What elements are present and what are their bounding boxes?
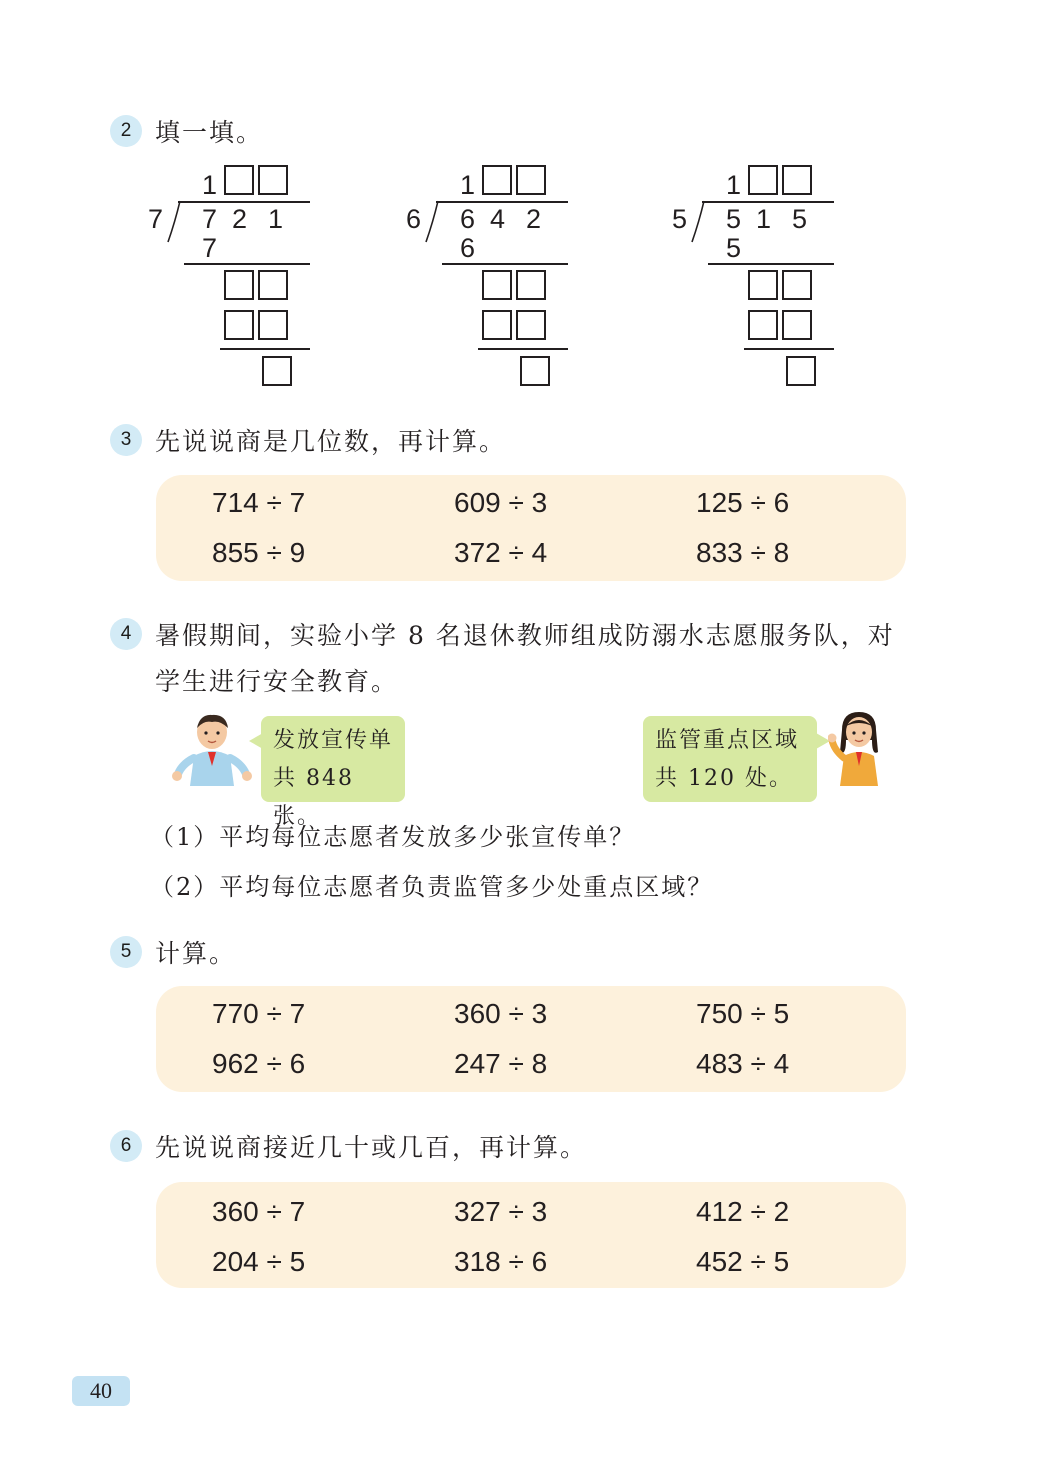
question-4-text-line2: 学生进行安全教育。 bbox=[155, 667, 399, 696]
answer-box[interactable] bbox=[258, 310, 288, 340]
sub-question-2: （2）平均每位志愿者负责监管多少处重点区域？ bbox=[150, 873, 714, 901]
subtraction-line bbox=[478, 348, 568, 350]
expression: 360 ÷ 3 bbox=[454, 998, 548, 1029]
expression-panel-q6 bbox=[156, 1182, 906, 1288]
bubble-left-tail-icon bbox=[249, 733, 263, 749]
question-number-6: 6 bbox=[110, 1130, 142, 1162]
product-digit: 5 bbox=[726, 233, 742, 263]
dividend-digit: 5 bbox=[726, 204, 742, 234]
expression: 372 ÷ 4 bbox=[454, 537, 548, 568]
expression: 318 ÷ 6 bbox=[454, 1246, 548, 1277]
dividend-digit: 6 bbox=[460, 204, 476, 234]
subtraction-line bbox=[442, 263, 568, 265]
question-number-3: 3 bbox=[110, 424, 142, 456]
expression-panel-q5 bbox=[156, 986, 906, 1092]
expression: 750 ÷ 5 bbox=[696, 998, 790, 1029]
answer-box[interactable] bbox=[520, 356, 550, 386]
product-digit: 6 bbox=[460, 233, 476, 263]
girl-illustration bbox=[828, 710, 890, 788]
expression: 714 ÷ 7 bbox=[212, 487, 306, 518]
boy-illustration bbox=[168, 712, 254, 788]
dividend-digit: 2 bbox=[526, 204, 542, 234]
answer-box[interactable] bbox=[782, 310, 812, 340]
dividend-digit: 7 bbox=[202, 204, 218, 234]
page-number: 40 bbox=[72, 1376, 130, 1406]
divisor: 6 bbox=[406, 204, 422, 234]
expression: 247 ÷ 8 bbox=[454, 1048, 548, 1079]
dividend-digit: 5 bbox=[792, 204, 808, 234]
dividend-digit: 1 bbox=[268, 204, 284, 234]
expression: 452 ÷ 5 bbox=[696, 1246, 790, 1277]
answer-box[interactable] bbox=[516, 310, 546, 340]
quotient-digit: 1 bbox=[726, 170, 742, 200]
subtraction-line bbox=[220, 348, 310, 350]
expression: 833 ÷ 8 bbox=[696, 537, 790, 568]
answer-box[interactable] bbox=[482, 310, 512, 340]
dividend-digit: 2 bbox=[232, 204, 248, 234]
subtraction-line bbox=[708, 263, 834, 265]
dividend-digit: 4 bbox=[490, 204, 506, 234]
expression: 360 ÷ 7 bbox=[212, 1196, 306, 1227]
subtraction-line bbox=[184, 263, 310, 265]
expression: 483 ÷ 4 bbox=[696, 1048, 790, 1079]
answer-box[interactable] bbox=[482, 270, 512, 300]
question-4-text-line1: 暑假期间，实验小学 8 名退休教师组成防溺水志愿服务队，对 bbox=[155, 621, 895, 650]
question-5-title: 计算。 bbox=[155, 939, 237, 968]
bubble-right-line2: 共 120 处。 bbox=[655, 766, 793, 791]
answer-box[interactable] bbox=[224, 310, 254, 340]
dividend-digit: 1 bbox=[756, 204, 772, 234]
speech-bubble-left bbox=[261, 716, 405, 829]
expression: 770 ÷ 7 bbox=[212, 998, 306, 1029]
bubble-left-line2: 共 848 张。 bbox=[273, 766, 354, 829]
answer-box[interactable] bbox=[516, 270, 546, 300]
speech-bubble-right bbox=[643, 716, 817, 802]
long-division-2 bbox=[398, 160, 578, 390]
question-number-5: 5 bbox=[110, 936, 142, 968]
expression-panel-q3 bbox=[156, 475, 906, 581]
expression: 855 ÷ 9 bbox=[212, 537, 306, 568]
long-division-3 bbox=[664, 160, 844, 390]
divisor: 7 bbox=[148, 204, 164, 234]
answer-box[interactable] bbox=[748, 270, 778, 300]
sub-question-1: （1）平均每位志愿者发放多少张宣传单？ bbox=[150, 823, 636, 851]
answer-box[interactable] bbox=[224, 270, 254, 300]
question-2-title: 填一填。 bbox=[155, 118, 264, 147]
expression: 609 ÷ 3 bbox=[454, 487, 548, 518]
division-bracket-icon bbox=[664, 160, 844, 240]
expression: 327 ÷ 3 bbox=[454, 1196, 548, 1227]
division-bracket-icon bbox=[140, 160, 320, 240]
bubble-right-line1: 监管重点区域 bbox=[655, 728, 800, 753]
expression: 125 ÷ 6 bbox=[696, 487, 790, 518]
long-division-1 bbox=[140, 160, 320, 390]
answer-box[interactable] bbox=[782, 270, 812, 300]
question-3-title: 先说说商是几位数，再计算。 bbox=[155, 427, 507, 456]
question-6-title: 先说说商接近几十或几百，再计算。 bbox=[155, 1133, 588, 1162]
division-bracket-icon bbox=[398, 160, 578, 240]
answer-box[interactable] bbox=[258, 270, 288, 300]
expression: 962 ÷ 6 bbox=[212, 1048, 306, 1079]
answer-box[interactable] bbox=[262, 356, 292, 386]
product-digit: 7 bbox=[202, 233, 218, 263]
bubble-left-line1: 发放宣传单 bbox=[273, 728, 394, 753]
expression: 412 ÷ 2 bbox=[696, 1196, 790, 1227]
subtraction-line bbox=[744, 348, 834, 350]
quotient-digit: 1 bbox=[202, 170, 218, 200]
question-number-4: 4 bbox=[110, 618, 142, 650]
answer-box[interactable] bbox=[786, 356, 816, 386]
expression: 204 ÷ 5 bbox=[212, 1246, 306, 1277]
divisor: 5 bbox=[672, 204, 688, 234]
answer-box[interactable] bbox=[748, 310, 778, 340]
question-number-2: 2 bbox=[110, 115, 142, 147]
quotient-digit: 1 bbox=[460, 170, 476, 200]
